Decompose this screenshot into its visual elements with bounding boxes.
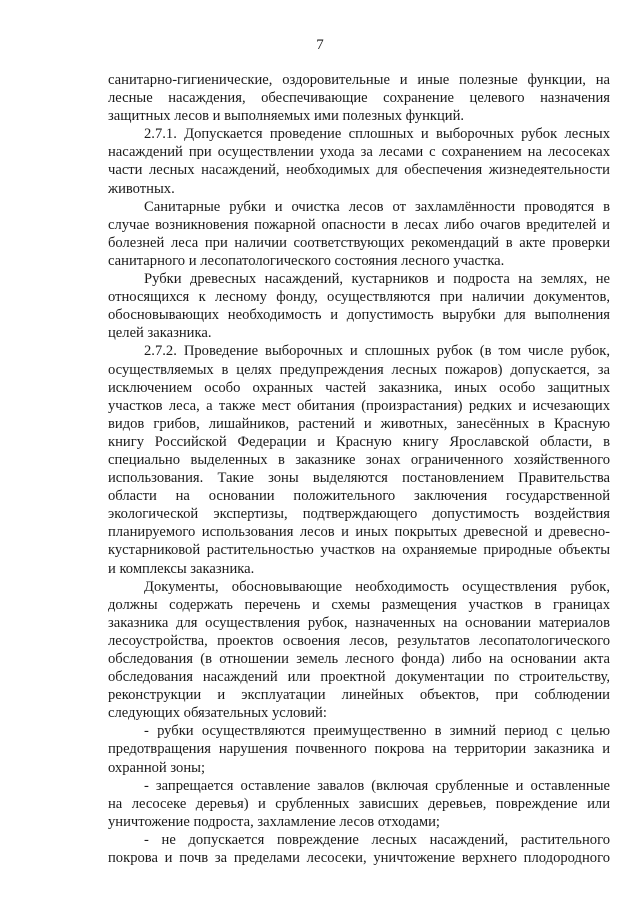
text-line: лесные насаждения, обеспечивающие сохранение целевого назначения	[108, 90, 610, 107]
text-line: следующих обязательных условий:	[108, 705, 327, 722]
paragraph	[108, 125, 610, 197]
paragraph	[108, 831, 610, 867]
text-line: 2.7.1. Допускается проведение сплошных и выборочных рубок лесных	[144, 126, 610, 143]
paragraph	[108, 270, 610, 342]
text-line: лесоустройства, проектов освоения лесов, результатов лесопатологического	[108, 632, 610, 649]
text-line: случае возникновения пожарной опасности в лесах либо очагов вредителей и	[108, 216, 610, 233]
text-line: и комплексы заказника.	[108, 560, 255, 577]
text-line: уничтожение подроста, захламление лесов отходами;	[108, 813, 440, 830]
text-line: участков леса, а также мест обитания (произрастания) редких и исчезающих	[108, 397, 610, 414]
text-line: специально выделенных в заказнике зонах ограниченного хозяйственного	[108, 451, 610, 468]
text-line: книгу Российской Федерации и Красную книгу Ярославской области, в	[108, 433, 610, 450]
text-line: насаждений при осуществлении ухода за лесами с сохранением на лесосеках	[108, 144, 610, 161]
paragraph	[108, 71, 610, 125]
paragraph	[108, 722, 610, 776]
text-line: планируемого использования лесов и иных покрытых древесной и древесно-	[108, 524, 610, 541]
text-line: защитных лесов и выполняемых ими полезных функций.	[108, 108, 465, 125]
paragraph	[108, 198, 610, 270]
document-body	[108, 71, 610, 867]
text-line: обследования насаждений или проектной документации по строительству,	[108, 669, 610, 686]
text-line: на лесосеке деревья) и срубленных зависших деревьев, повреждение или	[108, 795, 610, 812]
text-line: относящихся к лесному фонду, осуществляются при наличии документов,	[108, 289, 610, 306]
page-number: 7	[316, 37, 324, 53]
text-line: исключением особо охранных частей заказника, иных особо защитных	[108, 379, 610, 396]
text-line: Документы, обосновывающие необходимость осуществления рубок,	[144, 578, 610, 595]
paragraph	[108, 342, 610, 577]
text-line: - рубки осуществляются преимущественно в зимний период с целью	[144, 723, 610, 740]
text-line: животных.	[108, 180, 175, 197]
paragraph	[108, 578, 610, 723]
text-line: покрова и почв за пределами лесосеки, уничтожение верхнего плодородного	[108, 850, 610, 867]
text-line: заказника для осуществления рубок, назначенных на основании материалов	[108, 614, 610, 631]
text-line: использования. Такие зоны выделяются постановлением Правительства	[108, 470, 610, 487]
text-line: экологической экспертизы, подтверждающего допустимость воздействия	[108, 506, 610, 523]
text-line: Санитарные рубки и очистка лесов от захламлённости проводятся в	[144, 198, 610, 215]
text-line: целей заказника.	[108, 325, 212, 342]
text-line: охранной зоны;	[108, 759, 206, 776]
text-line: реконструкции и эксплуатации линейных объектов, при соблюдении	[108, 687, 610, 704]
text-line: Рубки древесных насаждений, кустарников и подроста на землях, не	[144, 271, 610, 288]
text-line: области на основании положительного заключения государственной	[108, 488, 610, 505]
text-line: предотвращения нарушения почвенного покрова на территории заказника и	[108, 741, 610, 758]
text-line: видов грибов, лишайников, растений и животных, занесённых в Красную	[108, 415, 610, 432]
text-line: осуществляемых в целях предупреждения лесных пожаров) допускается, за	[108, 361, 610, 378]
text-line: санитарно-гигиенические, оздоровительные и иные полезные функции, на	[108, 72, 610, 88]
text-line: части лесных насаждений, необходимых для обеспечения жизнедеятельности	[108, 162, 610, 179]
text-line: обследования (в отношении земель лесного фонда) либо на основании акта	[108, 651, 610, 667]
text-line: 2.7.2. Проведение выборочных и сплошных рубок (в том числе рубок,	[144, 343, 610, 360]
paragraph	[108, 777, 610, 831]
text-line: болезней леса при наличии соответствующих рекомендаций в акте проверки	[108, 234, 610, 251]
text-line: обосновывающих необходимость и допустимость вырубки для выполнения	[108, 307, 610, 324]
text-line: кустарниковой растительностью участков на охраняемые природные объекты	[108, 542, 610, 559]
text-line: - не допускается повреждение лесных насаждений, растительного	[144, 831, 610, 848]
text-line: санитарного и лесопатологического состояния лесного участка.	[108, 252, 505, 269]
text-line: должны содержать перечень и схемы размещения участков в границах	[108, 596, 610, 613]
text-line: - запрещается оставление завалов (включая срубленные и оставленные	[144, 777, 610, 794]
